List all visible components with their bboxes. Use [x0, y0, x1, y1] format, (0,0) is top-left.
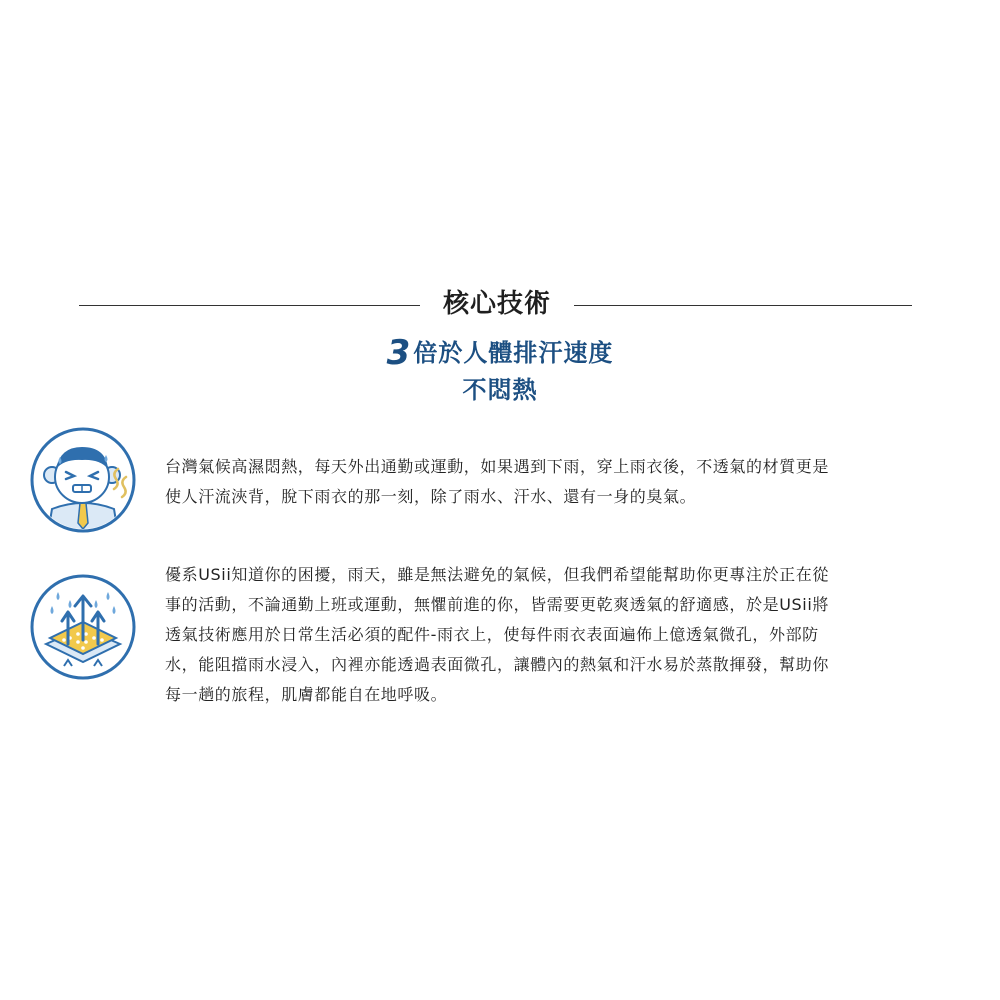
paragraph-line: 透氣技術應用於日常生活必須的配件-雨衣上，使每件雨衣表面遍佈上億透氣微孔，外部防 [165, 625, 819, 644]
feature-paragraph-1 [165, 452, 955, 512]
feature-paragraph-2 [165, 560, 955, 710]
breathable-fabric-icon [30, 574, 136, 680]
paragraph-line: 台灣氣候高濕悶熱，每天外出通勤或運動，如果遇到下雨，穿上雨衣後，不透氣的材質更是 [165, 457, 830, 476]
title-divider-left [79, 305, 420, 306]
title-divider-right [574, 305, 912, 306]
section-title: 核心技術 [442, 289, 551, 319]
paragraph-line: 事的活動，不論通勤上班或運動，無懼前進的你，皆需要更乾爽透氣的舒適感，於是USii將 [165, 595, 829, 614]
paragraph-line: 使人汗流浹背，脫下雨衣的那一刻，除了雨水、汗水、還有一身的臭氣。 [165, 487, 697, 506]
headline-line-2: 不悶熱 [462, 376, 538, 404]
paragraph-line: 每一趟的旅程，肌膚都能自在地呼吸。 [165, 685, 448, 704]
headline-line-1 [0, 333, 1000, 373]
headline-text: 倍於人體排汗速度 [413, 339, 614, 367]
headline-number: 3 [386, 333, 412, 373]
sweating-man-icon [30, 427, 136, 533]
paragraph-line: 優系USii知道你的困擾，雨天，雖是無法避免的氣候，但我們希望能幫助你更專注於正在從 [165, 565, 829, 584]
paragraph-line: 水，能阻擋雨水浸入，內裡亦能透過表面微孔，讓體內的熱氣和汗水易於蒸散揮發，幫助你 [165, 655, 830, 674]
